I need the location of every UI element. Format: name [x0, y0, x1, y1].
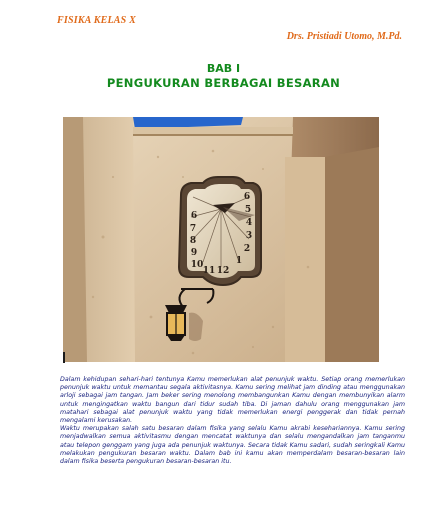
chapter-heading: [0, 62, 447, 90]
dial-numeral: 12: [216, 266, 230, 276]
chapter-number: BAB I: [206, 62, 241, 75]
dial-numeral: 5: [244, 205, 252, 215]
dial-numeral: 6: [243, 192, 251, 202]
dial-numeral: 7: [189, 224, 197, 234]
dial-numeral: 1: [235, 256, 243, 266]
body-text: [60, 376, 405, 466]
dial-numeral: 3: [245, 231, 253, 241]
dial-numeral: 6: [190, 211, 198, 221]
dial-numeral: 8: [189, 236, 197, 246]
sundial-photo: [63, 117, 379, 362]
paragraph: Waktu merupakan salah satu besaran dalam fisika yang selalu Kamu akrabi kesehariannya. Kamu sering menjadwalkan semua aktivitasmu dengan mencatat waktunya dan selalu mengandalkan jam tanganmu atau telepon genggam yang juga ada penunjuk waktunya. Secara tidak Kamu sadari, sudah seringkali Kamu melakukan pengukuran besaran waktu. Dalam bab ini kamu akan memperdalam besaran-besaran lain dalam fisika beserta pengukuran besaran-besaran itu.: [60, 425, 405, 466]
chapter-title: PENGUKURAN BERBAGAI BESARAN: [106, 76, 341, 90]
photo-caption-mark: [63, 352, 65, 363]
header-author: Drs. Pristiadi Utomo, M.Pd.: [286, 31, 402, 42]
dial-numeral: 4: [245, 218, 253, 228]
dial-numeral: 2: [243, 244, 251, 254]
dial-numeral: 11: [202, 266, 216, 276]
lantern-icon: [165, 305, 187, 341]
paragraph: Dalam kehidupan sehari-hari tentunya Kamu memerlukan alat penunjuk waktu. Setiap orang memerlukan penunjuk waktu untuk memantau segala aktivitasnya. Kamu sering melihat jam dinding atau menggunakan arloji sebagai jam tangan. Jam beker sering menolong membangunkan Kamu dengan membunyikan alarm untuk mengingatkan waktu bangun dari tidur sudah tiba. Di jaman dahulu orang menggunakan jam matahari sebagai alat penunjuk waktu yang tidak memerlukan energi penggerak dan tidak pernah mengalami kerusakan.: [60, 376, 405, 425]
dial-numeral: 9: [190, 248, 198, 258]
dial-numeral: 10: [190, 260, 204, 270]
header-subject: FISIKA KELAS X: [57, 15, 136, 26]
